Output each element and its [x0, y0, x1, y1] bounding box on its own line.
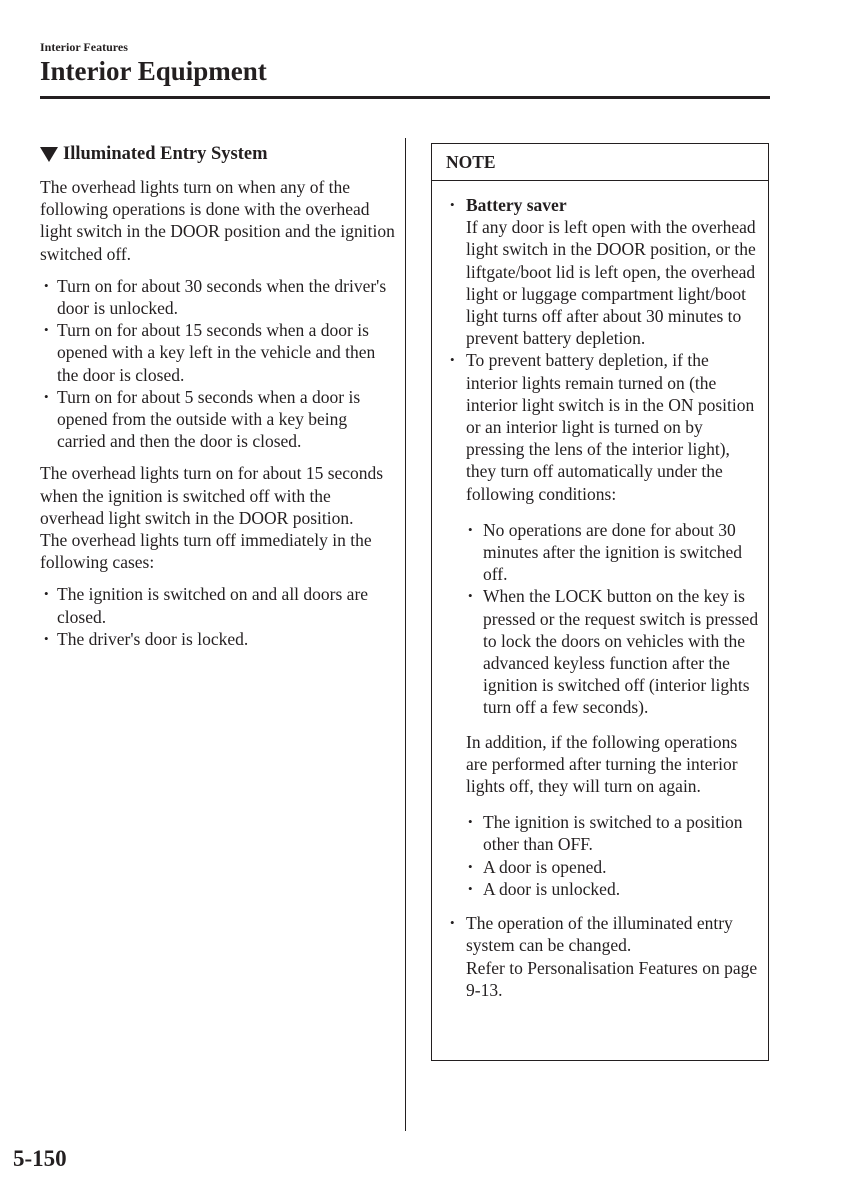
intro-paragraph: The overhead lights turn on when any of the following operations is done with the overhead light switch in the DOOR position and the ignition switched off. [40, 177, 395, 264]
battery-saver-text: If any door is left open with the overhead light switch in the DOOR position, or the liftgate/boot lid is left open, the overhead light or luggage compartment light/boot light turns off after about 30 minutes to prevent battery depletion. [466, 217, 756, 349]
note-label: NOTE [432, 144, 768, 181]
battery-saver-title: • Battery saver [466, 195, 567, 215]
triangle-down-icon [40, 147, 58, 162]
list-item: • Turn on for about 5 seconds when a door is opened from the outside with a key being carried and then the door is closed. [40, 386, 395, 453]
header-rule [40, 96, 770, 99]
list-item: • No operations are done for about 30 minutes after the ignition is switched off. [466, 519, 762, 586]
personalise-text: • The operation of the illuminated entry system can be changed. [466, 913, 733, 956]
left-column [40, 142, 395, 660]
note-list [448, 194, 762, 1001]
list-item: • Turn on for about 15 seconds when a door is opened with a key left in the vehicle and then the door is closed. [40, 319, 395, 386]
note-body [432, 181, 768, 1001]
page-title: Interior Equipment [40, 56, 267, 86]
ignition-off-paragraph: The overhead lights turn on for about 15 seconds when the ignition is switched off with the overhead light switch in the DOOR position. [40, 463, 384, 528]
list-item: • The driver's door is locked. [40, 628, 395, 650]
section-kicker: Interior Features [40, 40, 128, 54]
prevent-depletion-text: • To prevent battery depletion, if the interior lights remain turned on (the interior light switch is in the ON position or an interior light is turned on by pressing the lens of the interior light), they turn off automatically under the following conditions: [466, 350, 755, 504]
note-item-personalisation [448, 912, 762, 1001]
triggers-list [466, 811, 762, 900]
list-item: • When the LOCK button on the key is pressed or the request switch is pressed to lock the doors on vehicles with the advanced keyless function after the ignition is switched off (interior lights turn off a few seconds). [466, 585, 762, 718]
list-item: • Turn on for about 30 seconds when the driver's door is unlocked. [40, 275, 395, 319]
column-divider [405, 138, 406, 1131]
refer-link-text: Refer to Personalisation Features on page 9-13. [466, 957, 758, 1000]
note-box [431, 143, 769, 1061]
list-item: • A door is unlocked. [466, 878, 762, 900]
list-item: • The ignition is switched on and all doors are closed. [40, 583, 395, 627]
list-item: • A door is opened. [466, 856, 762, 878]
addition-text: In addition, if the following operations are performed after turning the interior lights off, they will turn on again. [466, 731, 738, 797]
note-item-battery-saver [448, 194, 762, 349]
list-item: • The ignition is switched to a position other than OFF. [466, 811, 762, 855]
conditions-list [466, 519, 762, 719]
turn-on-list [40, 275, 395, 453]
page-number: 5-150 [13, 1146, 67, 1171]
turn-off-paragraph: The overhead lights turn off immediately in the following cases: [40, 530, 372, 573]
turn-off-list [40, 583, 395, 650]
section-heading [40, 142, 395, 166]
section-heading-text: Illuminated Entry System [63, 144, 268, 164]
note-item-prevent-depletion [448, 349, 762, 900]
